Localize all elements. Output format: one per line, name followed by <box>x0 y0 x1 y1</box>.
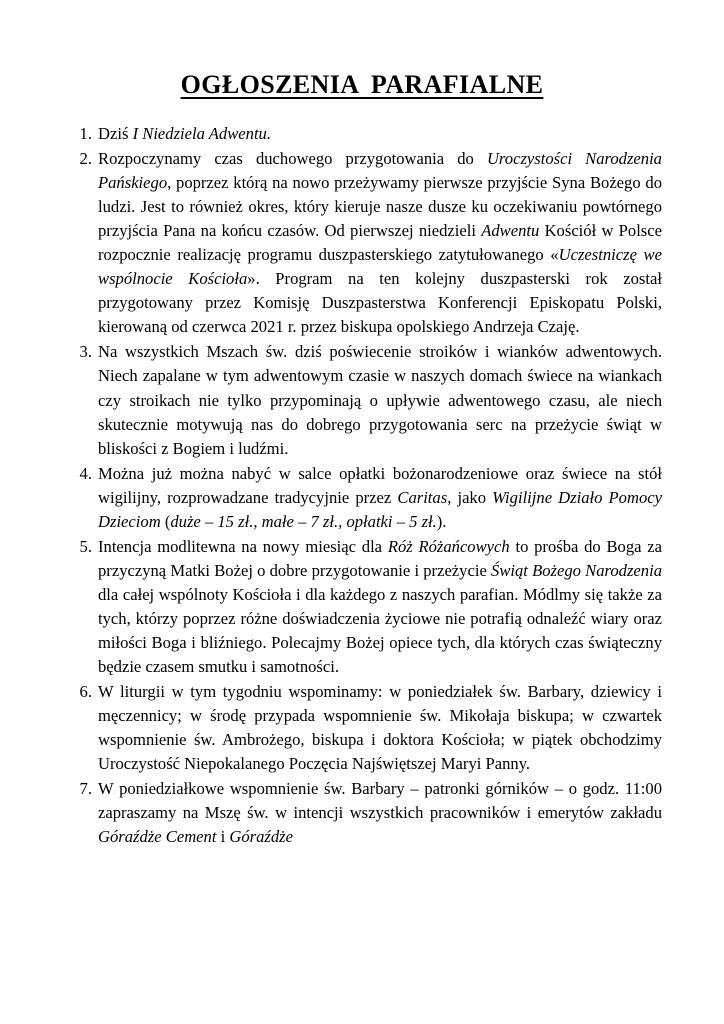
emphasis-text: Świąt Bożego Narodzenia <box>491 560 663 580</box>
body-text: Rozpoczynamy czas duchowego przygotowania do <box>98 149 487 169</box>
body-text: ( <box>160 511 171 531</box>
list-item <box>96 122 662 146</box>
emphasis-text: Róż Różańcowych <box>387 536 510 556</box>
body-text: Dziś <box>98 124 133 143</box>
body-text: to prośba do Boga za przyczyną Matki Bożej o dobre przygotowanie i przeżycie <box>98 536 662 580</box>
emphasis-text: duże – 15 zł., małe – 7 zł., opłatki – 5 zł. <box>170 511 437 531</box>
list-item <box>96 680 662 776</box>
emphasis-text: Adwentu <box>481 221 540 241</box>
emphasis-text: Góraźdże <box>229 827 293 847</box>
list-item <box>96 535 662 679</box>
body-text: W poniedziałkowe wspomnienie św. Barbary – patronki górników – o godz. 11:00 zapraszamy na Mszę św. w intencji wszystkich pracowników i emerytów zakładu <box>98 779 662 823</box>
page-title: OGŁOSZENIA PARAFIALNE <box>180 70 544 99</box>
body-text: Można już można nabyć w salce opłatki bożonarodzeniowe oraz świece na stół wigilijny, rozprowadzane tradycyjnie przez <box>98 463 662 507</box>
body-text: dla całej wspólnoty Kościoła i dla każdego z naszych parafian. Módlmy się także za tych, którzy poprzez różne doświadczenia życiowe nie potrafią odnaleźć wiary oraz miłości Boga i bliźniego. Polecajmy Bożej opiece tych, dla których czas świąteczny będzie czasem smutku i samotności. <box>98 584 662 677</box>
list-item-text <box>98 464 662 531</box>
body-text: Kościół w Polsce rozpocznie realizację programu duszpasterskiego zatytułowanego « <box>98 221 662 265</box>
body-text: W liturgii w tym tygodniu wspominamy: w poniedziałek św. Barbary, dziewicy i męczennicy; w środę przypada wspomnienie św. Mikołaja biskupa; w czwartek wspomnienie św. Ambrożego, biskupa i doktora Kościoła; w piątek obchodzimy Uroczystość Niepokalanego Poczęcia Najświętszej Maryi Panny. <box>98 682 662 774</box>
body-text: ). <box>436 511 447 531</box>
emphasis-text: Wigilijne Działo Pomocy Dzieciom <box>98 487 662 531</box>
body-text: ». Program na ten kolejny duszpasterski rok został przygotowany przez Komisję Duszpasterstwa Konferencji Episkopatu Polski, kierowaną od czerwca 2021 r. przez biskupa opolskiego Andrzeja Czaję. <box>98 269 662 337</box>
body-text: Na wszystkich Mszach św. dziś poświecenie stroików i wianków adwentowych. Niech zapalane w tym adwentowym czasie w naszych domach świece na wiankach czy stroikach nie tylko przypominają o upływie adwentowego czasu, ale niech skutecznie motywują nas do dobrego przygotowania serc na przeżycie świąt w bliskości z Bogiem i ludźmi. <box>98 342 662 458</box>
list-item <box>96 777 662 849</box>
emphasis-text: Uczestniczę we wspólnocie Kościoła <box>98 245 662 289</box>
body-text: , poprzez którą na nowo przeżywamy pierwsze przyjście Syna Bożego do ludzi. Jest to również okres, który kieruje nasze dusze ku oczekiwaniu powtórnego przyjścia Pana na końcu czasów. Od pierwszej niedzieli <box>98 173 662 241</box>
emphasis-text: Caritas <box>397 487 448 507</box>
body-text: Intencja modlitewna na nowy miesiąc dla <box>98 536 388 556</box>
emphasis-text: Uroczystości Narodzenia Pańskiego <box>98 149 662 193</box>
list-item-text <box>98 779 662 846</box>
list-item <box>96 340 662 460</box>
emphasis-text: Góraźdże Cement <box>98 827 217 847</box>
list-item-text <box>98 537 662 676</box>
list-item-text <box>98 682 662 773</box>
body-text: i <box>216 827 230 847</box>
announcement-list <box>62 122 662 849</box>
emphasis-text: I Niedziela Adwentu. <box>132 124 271 143</box>
list-item-text <box>98 149 662 336</box>
list-item-text <box>98 124 271 143</box>
body-text: , jako <box>447 487 493 507</box>
list-item <box>96 462 662 534</box>
list-item-text <box>98 342 662 457</box>
list-item <box>96 147 662 339</box>
